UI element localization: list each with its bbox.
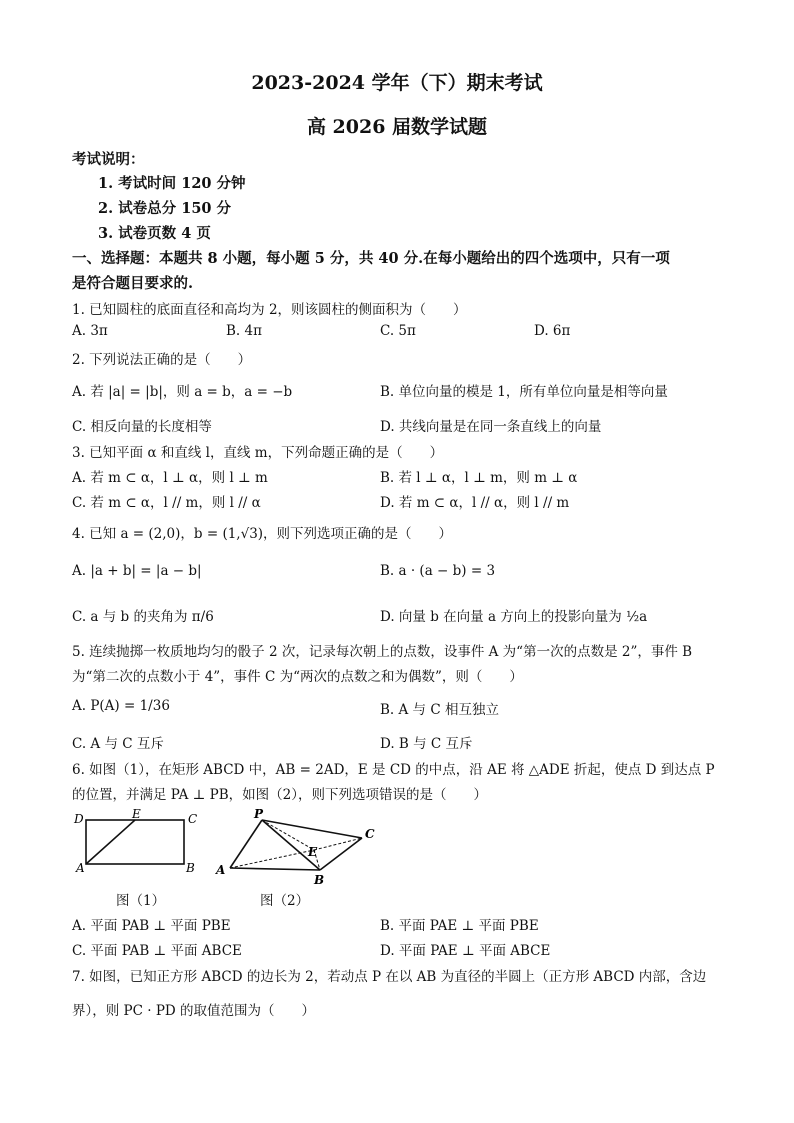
figure-2-caption: 图（2） xyxy=(260,893,310,909)
section-heading-cont: 是符合题目要求的. xyxy=(72,275,194,292)
question-3-option-c: C. 若 m ⊂ α，l // m，则 l // α xyxy=(72,495,261,511)
question-3-option-d: D. 若 m ⊂ α，l // α，则 l // m xyxy=(380,495,570,511)
instruction-item: 1. 考试时间 120 分钟 xyxy=(98,175,246,192)
label-e: E xyxy=(132,808,141,821)
question-5-stem: 5. 连续抛掷一枚质地均匀的骰子 2 次，记录每次朝上的点数，设事件 A 为“第一次的点数是 2”，事件 B xyxy=(72,644,693,660)
question-3-option-a: A. 若 m ⊂ α，l ⊥ α，则 l ⊥ m xyxy=(72,470,268,486)
exam-subtitle: 高 2026 届数学试题 xyxy=(306,116,488,138)
question-6-option-c: C. 平面 PAB ⊥ 平面 ABCE xyxy=(72,943,242,959)
instruction-item: 3. 试卷页数 4 页 xyxy=(98,225,211,242)
question-3-option-b: B. 若 l ⊥ α，l ⊥ m，则 m ⊥ α xyxy=(380,470,578,486)
question-1-stem: 1. 已知圆柱的底面直径和高均为 2，则该圆柱的侧面积为（ ） xyxy=(72,302,467,318)
question-6-option-a: A. 平面 PAB ⊥ 平面 PBE xyxy=(72,918,231,934)
label-a: A xyxy=(76,861,85,875)
figure-1-caption: 图（1） xyxy=(116,893,166,909)
question-1-option-c: C. 5π xyxy=(380,323,416,339)
label-c: C xyxy=(188,812,198,826)
figure-1-rectangle xyxy=(70,808,200,880)
instructions-heading: 考试说明： xyxy=(72,151,145,168)
label-p: P xyxy=(254,808,264,821)
question-2-stem: 2. 下列说法正确的是（ ） xyxy=(72,352,252,368)
question-1-option-b: B. 4π xyxy=(226,323,262,339)
question-6-option-d: D. 平面 PAE ⊥ 平面 ABCE xyxy=(380,943,551,959)
question-5-option-d: D. B 与 C 互斥 xyxy=(380,736,473,752)
question-7-stem-cont: 界），则 PC · PD 的取值范围为（ ） xyxy=(72,1003,316,1019)
question-5-option-a: A. P(A) = 1/36 xyxy=(72,698,170,714)
question-6-option-b: B. 平面 PAE ⊥ 平面 PBE xyxy=(380,918,539,934)
question-6-stem-cont: 的位置，并满足 PA ⊥ PB，如图（2），则下列选项错误的是（ ） xyxy=(72,787,488,803)
label-e: E xyxy=(308,845,318,859)
question-1-option-d: D. 6π xyxy=(534,323,571,339)
exam-title: 2023-2024 学年（下）期末考试 xyxy=(251,72,543,94)
question-4-option-c: C. a 与 b 的夹角为 π/6 xyxy=(72,609,214,625)
question-6-stem: 6. 如图（1），在矩形 ABCD 中，AB = 2AD，E 是 CD 的中点，沿 AE 将 △ADE 折起，使点 D 到达点 P xyxy=(72,762,715,778)
section-heading: 一、选择题：本题共 8 小题，每小题 5 分，共 40 分.在每小题给出的四个选项中，只有一项 xyxy=(72,250,670,267)
question-4-stem: 4. 已知 a = (2,0)，b = (1,√3)，则下列选项正确的是（ ） xyxy=(72,526,453,542)
question-4-option-a: A. |a + b| = |a − b| xyxy=(72,563,202,579)
question-3-stem: 3. 已知平面 α 和直线 l，直线 m，下列命题正确的是（ ） xyxy=(72,445,444,461)
label-b: B xyxy=(314,873,325,887)
question-2-option-c: C. 相反向量的长度相等 xyxy=(72,419,212,435)
label-b: B xyxy=(186,861,195,875)
question-5-stem-cont: 为“第二次的点数小于 4”，事件 C 为“两次的点数之和为偶数”，则（ ） xyxy=(72,669,523,685)
question-4-option-d: D. 向量 b 在向量 a 方向上的投影向量为 ½a xyxy=(380,609,648,625)
question-5-option-b: B. A 与 C 相互独立 xyxy=(380,702,499,718)
instruction-item: 2. 试卷总分 150 分 xyxy=(98,200,232,217)
question-2-option-d: D. 共线向量是在同一条直线上的向量 xyxy=(380,419,602,435)
label-a: A xyxy=(216,863,226,877)
label-d: D xyxy=(74,812,84,826)
question-2-option-b: B. 单位向量的模是 1，所有单位向量是相等向量 xyxy=(380,384,668,400)
question-2-option-a: A. 若 |a| = |b|，则 a = b，a = −b xyxy=(72,384,293,400)
question-7-stem: 7. 如图，已知正方形 ABCD 的边长为 2，若动点 P 在以 AB 为直径的半圆上（正方形 ABCD 内部，含边 xyxy=(72,969,707,985)
question-1-option-a: A. 3π xyxy=(72,323,108,339)
question-4-option-b: B. a · (a − b) = 3 xyxy=(380,563,496,579)
label-c: C xyxy=(365,827,375,841)
figure-2-pyramid xyxy=(210,808,385,888)
question-5-option-c: C. A 与 C 互斥 xyxy=(72,736,164,752)
